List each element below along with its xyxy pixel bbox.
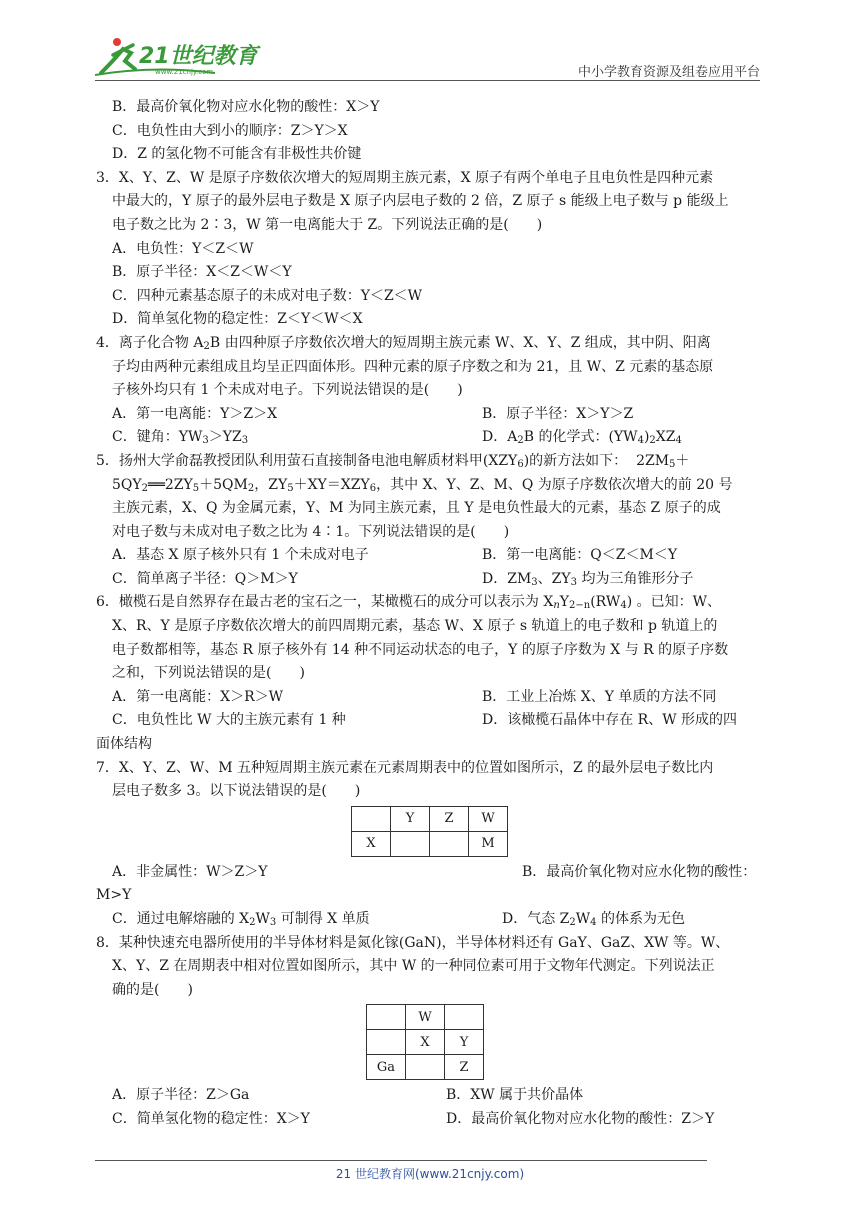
table-row — [367, 1055, 484, 1080]
q7-option-b: B．最高价氧化物对应水化物的酸性： — [522, 863, 757, 880]
q6-option-a: A．第一电离能：X＞R＞W — [112, 688, 284, 705]
q4-option-c: C．键角：$YW_3>YZ_3$ — [112, 429, 249, 447]
q6-stem-line1: 6．橄榄石是自然界存在最古老的宝石之一，某橄榄石的成分可以表示为 $X_nY_{2-n}(RW_4)$ 。已知：W、 — [96, 594, 721, 612]
footer-divider — [95, 1160, 707, 1161]
svg-text:21世纪教育: 21世纪教育 — [139, 44, 258, 69]
question-content — [96, 96, 761, 1132]
q5-option-b: B．第一电离能：Q＜Z＜M＜Y — [482, 547, 678, 564]
q7-option-d: D．气态 $Z_2W_4$ 的体系为无色 — [502, 911, 685, 928]
q8-option-d: D．最高价氧化物对应水化物的酸性：Z＞Y — [446, 1110, 715, 1127]
table-cell: X — [406, 1030, 445, 1055]
q2-option-d: D．Z 的氢化物不可能含有非极性共价键 — [112, 146, 362, 163]
table-cell: W — [469, 806, 508, 831]
q5-options-row2 — [96, 568, 761, 592]
q6-stem-line3: 电子数都相等，基态 R 原子核外有 14 种不同运动状态的电子，Y 的原子序数为 X 与 R 的原子序数 — [112, 641, 729, 658]
q4-options-row1 — [96, 403, 761, 427]
table-cell — [430, 831, 469, 856]
q4-options-row2 — [96, 426, 761, 450]
q7-stem-line1: 7．X、Y、Z、W、M 五种短周期主族元素在元素周期表中的位置如图所示，Z 的最外层电子数比内 — [96, 759, 714, 776]
table-row — [367, 1005, 484, 1030]
table-cell: Y — [445, 1030, 484, 1055]
q8-option-b: B．XW 属于共价晶体 — [446, 1087, 584, 1104]
svg-text:www.21cnjy.com: www.21cnjy.com — [155, 68, 214, 76]
table-cell — [367, 1005, 406, 1030]
q7-option-c: C．通过电解熔融的 $X_2W_3$ 可制得 X 单质 — [112, 911, 370, 928]
table-cell: W — [406, 1005, 445, 1030]
q5-stem-line1: 5．扬州大学俞磊教授团队利用萤石直接制备电池电解质材料甲$(XZY_6)$的新方法如下： $2ZM_5+$ — [96, 452, 690, 470]
q6-option-d-continued: 面体结构 — [96, 736, 152, 753]
q2-option-b: B．最高价氧化物对应水化物的酸性：X＞Y — [112, 99, 380, 115]
q3-stem-line2: 中最大的，Y 原子的最外层电子数是 X 原子内层电子数的 2 倍，Z 原子 s 能级上电子数与 p 能级上 — [112, 193, 729, 210]
q4-option-d: D．$A_2B$ 的化学式：$(YW_4)_2XZ_4$ — [482, 429, 682, 447]
q7-option-a: A．非金属性：W＞Z＞Y — [112, 863, 268, 880]
q5-options-row1 — [96, 544, 761, 568]
q6-stem-line2: X、R、Y 是原子序数依次增大的前四周期元素，基态 W、X 原子 s 轨道上的电子数和 p 轨道上的 — [112, 618, 718, 635]
q3-option-b: B．原子半径：X＜Z＜W＜Y — [112, 264, 292, 281]
q3-option-a: A．电负性：Y＜Z＜W — [112, 240, 254, 257]
q6-stem-line4: 之和，下列说法错误的是( ) — [112, 665, 305, 682]
q3-stem-line1: 3．X、Y、Z、W 是原子序数依次增大的短周期主族元素，X 原子有两个单电子且电负性是四种元素 — [96, 169, 714, 186]
table-cell: Z — [445, 1055, 484, 1080]
table-cell: Y — [391, 806, 430, 831]
table-cell — [406, 1055, 445, 1080]
q5-option-d: D．$ZM_3$、$ZY_3$ 均为三角锥形分子 — [482, 570, 694, 588]
q7-options-row2 — [96, 908, 761, 932]
q8-stem-line3: 确的是( ) — [112, 981, 193, 998]
q5-stem-line4: 对电子数与未成对电子数之比为 4∶1。下列说法错误的是( ) — [112, 523, 510, 540]
page-header — [95, 35, 760, 83]
q6-option-c: C．电负性比 W 大的主族元素有 1 种 — [112, 712, 346, 729]
table-cell: Z — [430, 806, 469, 831]
q6-options-row1 — [96, 686, 761, 710]
q8-option-a: A．原子半径：Z＞Ga — [112, 1087, 250, 1104]
q7-option-b-continued: M>Y — [96, 887, 132, 904]
table-cell — [445, 1005, 484, 1030]
q8-options-row1 — [96, 1084, 761, 1108]
table-cell — [352, 806, 391, 831]
q4-stem-line3: 子核外均只有 1 个未成对电子。下列说法错误的是( ) — [112, 382, 463, 399]
q8-options-row2 — [96, 1108, 761, 1132]
q3-option-d: D．简单氢化物的稳定性：Z＜Y＜W＜X — [112, 311, 363, 328]
table-cell: X — [352, 831, 391, 856]
q3-option-c: C．四种元素基态原子的未成对电子数：Y＜Z＜W — [112, 287, 423, 304]
q5-stem-line2: $5QY_2══2ZY_5+5QM_2$，$ZY_5+XY=XZY_6$，其中 X、Y、Z、M、Q 为原子序数依次增大的前 20 号 — [112, 476, 733, 494]
q5-stem-line3: 主族元素，X、Q 为金属元素，Y、M 为同主族元素，且 Y 是电负性最大的元素，基态 Z 原子的成 — [112, 500, 721, 517]
q5-option-a: A．基态 X 原子核外只有 1 个未成对电子 — [112, 547, 369, 564]
q4-option-b: B．原子半径：X＞Y＞Z — [482, 405, 634, 422]
table-row — [352, 831, 508, 856]
q2-option-c: C．电负性由大到小的顺序：Z＞Y＞X — [112, 122, 348, 139]
q7-stem-line2: 层电子数多 3。以下说法错误的是( ) — [112, 783, 361, 800]
q5-option-c: C．简单离子半径：Q＞M＞Y — [112, 570, 298, 587]
q8-option-c: C．简单氢化物的稳定性：X＞Y — [112, 1110, 310, 1127]
table-row — [352, 806, 508, 831]
q8-periodic-table — [366, 1004, 484, 1080]
table-row — [367, 1030, 484, 1055]
runner-logo-icon — [95, 35, 265, 79]
q8-stem-line2: X、Y、Z 在周期表中相对位置如图所示，其中 W 的一种同位素可用于文物年代测定。下列说法正 — [112, 958, 715, 975]
q6-options-row2 — [96, 709, 761, 733]
q3-stem-line3: 电子数之比为 2∶3，W 第一电离能大于 Z。下列说法正确的是( ) — [112, 216, 543, 233]
table-cell: Ga — [367, 1055, 406, 1080]
q4-stem-line2: 子均由两种元素组成且均呈正四面体形。四种元素的原子序数之和为 21，且 W、Z 元素的基态原 — [112, 358, 714, 375]
table-cell: M — [469, 831, 508, 856]
footer-link[interactable]: 21 世纪教育网(www.21cnjy.com) — [335, 1167, 525, 1181]
q4-stem-line1: 4．离子化合物 $A_2B$ 由四种原子序数依次增大的短周期主族元素 W、X、Y、Z 组成，其中阴、阳离 — [96, 334, 711, 352]
table-cell — [391, 831, 430, 856]
q6-option-b: B．工业上冶炼 X、Y 单质的方法不同 — [482, 688, 717, 705]
site-logo[interactable] — [95, 35, 265, 79]
q4-option-a: A．第一电离能：Y＞Z＞X — [112, 405, 278, 422]
q8-stem-line1: 8．某种快速充电器所使用的半导体材料是氮化镓(GaN)，半导体材料还有 GaY、GaZ、XW 等。W、 — [96, 934, 730, 951]
header-divider — [95, 80, 760, 81]
q7-options-row1 — [96, 861, 761, 885]
table-cell — [367, 1030, 406, 1055]
q7-periodic-table — [351, 806, 508, 857]
site-name: 中小学教育资源及组卷应用平台 — [577, 65, 760, 80]
q6-option-d: D．该橄榄石晶体中存在 R、W 形成的四 — [482, 712, 738, 729]
